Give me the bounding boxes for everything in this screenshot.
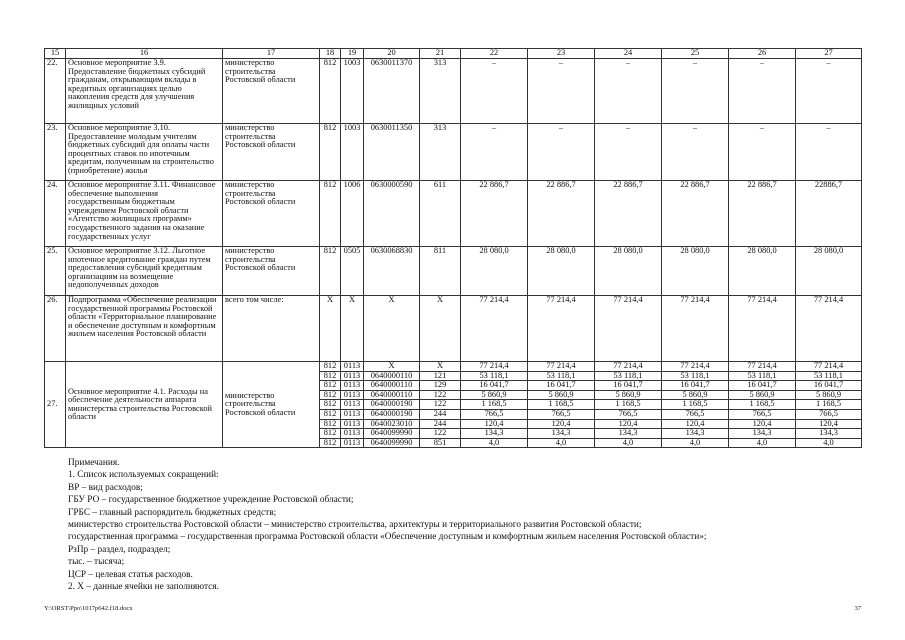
notes-section [68, 457, 706, 593]
table-row [45, 247, 862, 296]
csr-code: 0640000110 [364, 390, 420, 400]
value-2025: 28 080,0 [662, 247, 729, 296]
value-2027: 22886,7 [796, 181, 862, 247]
column-number-cell: 16 [66, 49, 223, 59]
value-2026: 77 214,4 [729, 296, 796, 362]
value-2026: 16 041,7 [729, 381, 796, 391]
value-2023: 16 041,7 [528, 381, 595, 391]
table-row [45, 181, 862, 247]
vr-code: 122 [420, 429, 461, 439]
value-2025: 16 041,7 [662, 381, 729, 391]
rzpr-code: X [341, 296, 364, 362]
responsible-executor: министерство строительства Ростовской области [223, 362, 320, 448]
value-2023: 1 168,5 [528, 400, 595, 410]
column-number-row [45, 49, 862, 59]
value-2025: 53 118,1 [662, 371, 729, 381]
value-2023: 134,3 [528, 429, 595, 439]
value-2024: 1 168,5 [595, 400, 662, 410]
csr-code: 0640000190 [364, 409, 420, 419]
column-number-cell: 15 [45, 49, 66, 59]
value-2027: 77 214,4 [796, 362, 862, 372]
value-2027: – [796, 59, 862, 124]
row-number: 27. [45, 362, 66, 448]
measure-name: Основное мероприятие 3.12. Льготное ипотечное кредитование граждан путем предоставления субсидий кредитным организациям на возмещение недополученных доходов [66, 247, 223, 296]
value-2024: 22 886,7 [595, 181, 662, 247]
value-2025: 766,5 [662, 409, 729, 419]
row-number: 26. [45, 296, 66, 362]
value-2024: 28 080,0 [595, 247, 662, 296]
table-row [45, 296, 862, 362]
value-2022: – [461, 59, 528, 124]
column-number-cell: 25 [662, 49, 729, 59]
value-2023: 22 886,7 [528, 181, 595, 247]
value-2022: 22 886,7 [461, 181, 528, 247]
value-2025: – [662, 124, 729, 181]
measure-name: Подпрограмма «Обеспечение реализации государственной программы Ростовской области «Территориальное планирование и обеспечение доступным и комфортным жильем населения Ростовской области [66, 296, 223, 362]
column-number-cell: 27 [796, 49, 862, 59]
value-2023: – [528, 59, 595, 124]
value-2023: – [528, 124, 595, 181]
value-2024: 134,3 [595, 429, 662, 439]
grbs-code: 812 [320, 400, 341, 410]
note-line: 2. Х – данные ячейки не заполняются. [68, 582, 219, 593]
value-2024: 77 214,4 [595, 362, 662, 372]
value-2027: 77 214,4 [796, 296, 862, 362]
value-2022: 1 168,5 [461, 400, 528, 410]
value-2026: 120,4 [729, 419, 796, 429]
column-number-cell: 23 [528, 49, 595, 59]
column-number-cell: 22 [461, 49, 528, 59]
vr-code: 611 [420, 181, 461, 247]
vr-code: 313 [420, 124, 461, 181]
value-2022: 134,3 [461, 429, 528, 439]
vr-code: 244 [420, 419, 461, 429]
value-2026: 77 214,4 [729, 362, 796, 372]
grbs-code: 812 [320, 438, 341, 448]
value-2024: 53 118,1 [595, 371, 662, 381]
value-2023: 53 118,1 [528, 371, 595, 381]
value-2027: 28 080,0 [796, 247, 862, 296]
vr-code: X [420, 362, 461, 372]
row-number: 23. [45, 124, 66, 181]
value-2025: 4,0 [662, 438, 729, 448]
note-line: ГРБС – главный распорядитель бюджетных средств; [68, 507, 277, 518]
grbs-code: 812 [320, 409, 341, 419]
value-2023: 120,4 [528, 419, 595, 429]
column-number-cell: 19 [341, 49, 364, 59]
value-2022: 77 214,4 [461, 296, 528, 362]
csr-code: 0640000190 [364, 400, 420, 410]
value-2024: 16 041,7 [595, 381, 662, 391]
responsible-executor: министерство строительства Ростовской области [223, 181, 320, 247]
column-number-cell: 18 [320, 49, 341, 59]
note-line: государственная программа – государственная программа Ростовской области «Обеспечение доступным и комфортным жильем населения Ростовской области»; [68, 532, 707, 543]
row-number: 25. [45, 247, 66, 296]
column-number-cell: 24 [595, 49, 662, 59]
grbs-code: 812 [320, 124, 341, 181]
grbs-code: 812 [320, 362, 341, 372]
rzpr-code: 0113 [341, 438, 364, 448]
value-2024: 120,4 [595, 419, 662, 429]
csr-code: 0630000590 [364, 181, 420, 247]
value-2027: 53 118,1 [796, 371, 862, 381]
table-row [45, 124, 862, 181]
page-number: 37 [854, 605, 861, 612]
grbs-code: X [320, 296, 341, 362]
value-2024: – [595, 59, 662, 124]
value-2026: 53 118,1 [729, 371, 796, 381]
file-path: Y:\ORST\Ppo\1017p642.f18.docx [44, 605, 133, 612]
vr-code: 851 [420, 438, 461, 448]
value-2025: 22 886,7 [662, 181, 729, 247]
value-2024: 5 860,9 [595, 390, 662, 400]
vr-code: 129 [420, 381, 461, 391]
value-2026: 4,0 [729, 438, 796, 448]
grbs-code: 812 [320, 429, 341, 439]
value-2026: 5 860,9 [729, 390, 796, 400]
vr-code: X [420, 296, 461, 362]
rzpr-code: 0113 [341, 429, 364, 439]
vr-code: 244 [420, 409, 461, 419]
value-2022: 28 080,0 [461, 247, 528, 296]
note-line: ГБУ РО – государственное бюджетное учреждение Ростовской области; [68, 495, 354, 506]
note-line: ВР – вид расходов; [68, 482, 143, 493]
value-2022: 77 214,4 [461, 362, 528, 372]
value-2027: 120,4 [796, 419, 862, 429]
responsible-executor: всего том числе: [223, 296, 320, 362]
value-2027: 766,5 [796, 409, 862, 419]
responsible-executor: министерство строительства Ростовской области [223, 59, 320, 124]
value-2023: 766,5 [528, 409, 595, 419]
measure-name: Основное мероприятие 3.9. Предоставление бюджетных субсидий гражданам, открывающим вклады в кредитных организациях целью накопления средств для улучшения жилищных условий [66, 59, 223, 124]
measure-name: Основное мероприятие 4.1. Расходы на обеспечение деятельности аппарата министерства строительства Ростовской области [66, 362, 223, 448]
rzpr-code: 0113 [341, 409, 364, 419]
note-line: ЦСР – целевая статья расходов. [68, 569, 193, 580]
column-number-cell: 21 [420, 49, 461, 59]
value-2027: 1 168,5 [796, 400, 862, 410]
value-2022: 766,5 [461, 409, 528, 419]
value-2026: – [729, 59, 796, 124]
table-row [45, 59, 862, 124]
value-2025: 5 860,9 [662, 390, 729, 400]
note-line: РзПр – раздел, подраздел; [68, 544, 171, 555]
note-line: тыс. – тысяча; [68, 557, 125, 568]
vr-code: 122 [420, 400, 461, 410]
row-number: 22. [45, 59, 66, 124]
grbs-code: 812 [320, 181, 341, 247]
rzpr-code: 0113 [341, 419, 364, 429]
vr-code: 313 [420, 59, 461, 124]
grbs-code: 812 [320, 390, 341, 400]
table-row [45, 362, 862, 372]
value-2027: – [796, 124, 862, 181]
csr-code: 0640099990 [364, 429, 420, 439]
value-2024: 4,0 [595, 438, 662, 448]
value-2027: 5 860,9 [796, 390, 862, 400]
responsible-executor: министерство строительства Ростовской области [223, 247, 320, 296]
csr-code: 0630068830 [364, 247, 420, 296]
value-2026: 766,5 [729, 409, 796, 419]
grbs-code: 812 [320, 419, 341, 429]
value-2025: 134,3 [662, 429, 729, 439]
csr-code: X [364, 296, 420, 362]
value-2022: 16 041,7 [461, 381, 528, 391]
csr-code: 0630011350 [364, 124, 420, 181]
value-2023: 4,0 [528, 438, 595, 448]
value-2024: 766,5 [595, 409, 662, 419]
grbs-code: 812 [320, 247, 341, 296]
rzpr-code: 0113 [341, 371, 364, 381]
value-2023: 28 080,0 [528, 247, 595, 296]
grbs-code: 812 [320, 371, 341, 381]
notes-title: Примечания. [68, 458, 120, 468]
value-2025: – [662, 59, 729, 124]
rzpr-code: 1006 [341, 181, 364, 247]
csr-code: 0640099990 [364, 438, 420, 448]
value-2027: 4,0 [796, 438, 862, 448]
csr-code: X [364, 362, 420, 372]
value-2024: 77 214,4 [595, 296, 662, 362]
csr-code: 0640000110 [364, 371, 420, 381]
note-line: 1. Список используемых сокращений: [68, 470, 219, 481]
grbs-code: 812 [320, 59, 341, 124]
csr-code: 0640023010 [364, 419, 420, 429]
measure-name: Основное мероприятие 3.11. Финансовое обеспечение выполнения государственным бюджетным учреждением Ростовской области «Агентство жилищных программ» государственного задания на оказание государственных услуг [66, 181, 223, 247]
value-2025: 120,4 [662, 419, 729, 429]
rzpr-code: 0505 [341, 247, 364, 296]
csr-code: 0640000110 [364, 381, 420, 391]
value-2025: 77 214,4 [662, 362, 729, 372]
rzpr-code: 0113 [341, 390, 364, 400]
rzpr-code: 0113 [341, 381, 364, 391]
value-2022: 120,4 [461, 419, 528, 429]
value-2022: 5 860,9 [461, 390, 528, 400]
value-2026: 1 168,5 [729, 400, 796, 410]
csr-code: 0630011370 [364, 59, 420, 124]
measure-name: Основное мероприятие 3.10. Предоставление молодым учителям бюджетных субсидий для оплаты части процентных ставок по ипотечным кредитам, полученным на строительство (приобретение) жилья [66, 124, 223, 181]
rzpr-code: 0113 [341, 400, 364, 410]
column-number-cell: 26 [729, 49, 796, 59]
vr-code: 811 [420, 247, 461, 296]
value-2022: 4,0 [461, 438, 528, 448]
vr-code: 122 [420, 390, 461, 400]
grbs-code: 812 [320, 381, 341, 391]
column-number-cell: 20 [364, 49, 420, 59]
note-line: министерство строительства Ростовской области – министерство строительства, архитектуры и территориального развития Ростовской области; [68, 520, 642, 531]
value-2026: 134,3 [729, 429, 796, 439]
value-2026: – [729, 124, 796, 181]
value-2027: 134,3 [796, 429, 862, 439]
value-2023: 77 214,4 [528, 362, 595, 372]
budget-table [44, 48, 862, 448]
value-2022: 53 118,1 [461, 371, 528, 381]
value-2026: 22 886,7 [729, 181, 796, 247]
row-number: 24. [45, 181, 66, 247]
rzpr-code: 0113 [341, 362, 364, 372]
value-2025: 1 168,5 [662, 400, 729, 410]
value-2023: 77 214,4 [528, 296, 595, 362]
rzpr-code: 1003 [341, 124, 364, 181]
value-2027: 16 041,7 [796, 381, 862, 391]
value-2023: 5 860,9 [528, 390, 595, 400]
value-2022: – [461, 124, 528, 181]
column-number-cell: 17 [223, 49, 320, 59]
vr-code: 121 [420, 371, 461, 381]
responsible-executor: министерство строительства Ростовской области [223, 124, 320, 181]
value-2026: 28 080,0 [729, 247, 796, 296]
rzpr-code: 1003 [341, 59, 364, 124]
value-2025: 77 214,4 [662, 296, 729, 362]
value-2024: – [595, 124, 662, 181]
